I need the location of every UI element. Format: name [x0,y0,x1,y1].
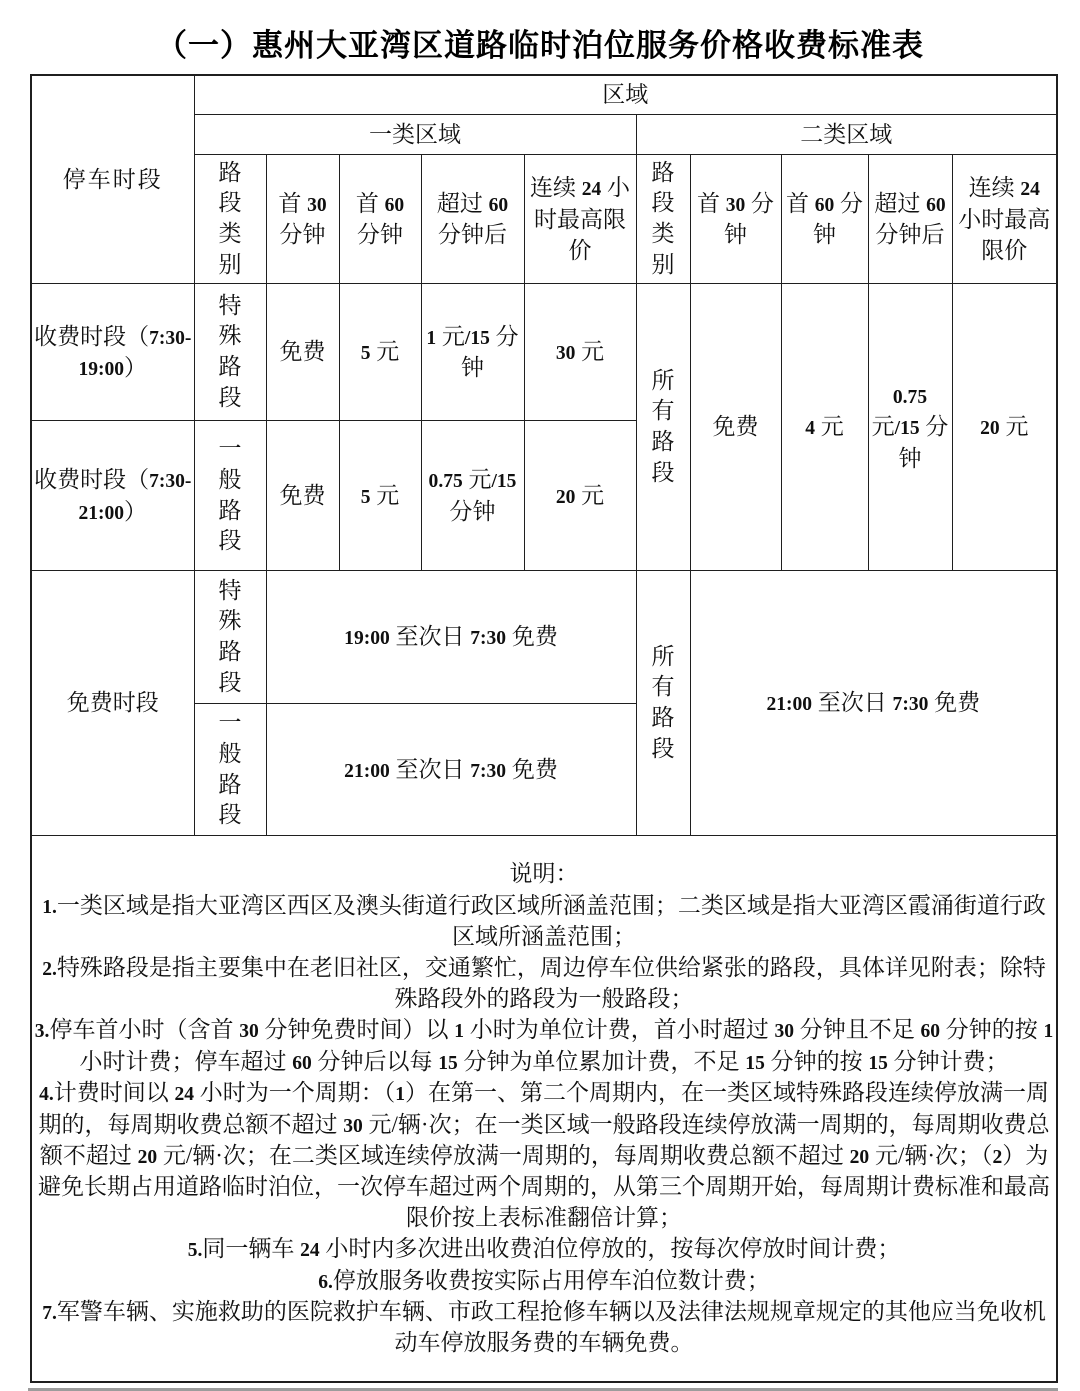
header-class1-first60: 首 60 分钟 [339,155,421,284]
cell-class2-first60: 4 元 [781,284,868,571]
header-class2-road-type-text: 路段类别 [651,159,675,277]
notes-label: 说明： [509,861,579,887]
cell-free-class2-road-type [636,571,690,836]
note-item-2: 2.特殊路段是指主要集中在老旧社区，交通繁忙，周边停车位供给紧张的路段，具体详见附表；除特殊路段外的路段为一般路段； [42,954,1046,1012]
note-item-3: 3.停车首小时（含首 30 分钟免费时间）以 1 小时为单位计费，首小时超过 30 分钟且不足 60 分钟的按 1 小时计费；停车超过 60 分钟后以每 15 分钟为单位累加计费，不足 15 分钟的按 15 分钟计费； [34,1017,1054,1074]
cell-charge1-road-type-text: 特殊路段 [218,292,242,410]
header-parking-period: 停车时段 [31,75,194,284]
note-item-4: 4.计费时间以 24 小时为一个周期：（1）在第一、第二个周期内，在一类区域特殊路段连续停放满一周期的，每周期收费总额不超过 30 元/辆·次；在一类区域一般路段连续停放满一周期的，每周期收费总额不超过 20 元/辆·次；在二类区域连续停放满一周期的，每周期收费总额不超过 20 元/辆·次；（2）为避免长期占用道路临时泊位，一次停车超过两个周期的，从第三个周期开始，每周期计费标准和最高限价按上表标准翻倍计算； [38,1080,1051,1231]
cell-class1-charge2-cap24: 20 元 [524,421,636,571]
cell-free-class1-special: 19:00 至次日 7:30 免费 [266,571,636,704]
header-class1-road-type [194,155,266,284]
header-class2: 二类区域 [636,115,1057,155]
cell-class1-charge2-over60: 0.75 元/15 分钟 [421,421,524,571]
header-class1-over60: 超过 60 分钟后 [421,155,524,284]
cell-free-class2: 21:00 至次日 7:30 免费 [690,571,1057,836]
cell-class1-charge1-first60: 5 元 [339,284,421,421]
cell-class2-first30: 免费 [690,284,781,571]
cell-class1-charge1-cap24: 30 元 [524,284,636,421]
header-class2-cap24: 连续 24 小时最高限价 [952,155,1057,284]
header-class2-first60: 首 60 分钟 [781,155,868,284]
header-class2-road-type [636,155,690,284]
cell-free-general-road-type-text: 一般路段 [218,710,242,828]
cell-class1-charge2-first60: 5 元 [339,421,421,571]
cell-free-class2-road-type-text: 所有路段 [651,643,675,761]
header-class1: 一类区域 [194,115,636,155]
notes-section [31,836,1057,1383]
cell-class1-charge1-first30: 免费 [266,284,339,421]
row-charge2-label: 收费时段（7:30-21:00） [31,421,194,571]
header-class1-first30: 首 30 分钟 [266,155,339,284]
header-class2-first30: 首 30 分钟 [690,155,781,284]
cell-free-special-road-type-text: 特殊路段 [218,577,242,695]
cell-free-special-road-type [194,571,266,704]
cell-charge1-road-type [194,284,266,421]
cell-class2-road-type [636,284,690,571]
note-item-7: 7.军警车辆、实施救助的医院救护车辆、市政工程抢修车辆以及法律法规规章规定的其他应当免收机动车停放服务费的车辆免费。 [42,1299,1046,1356]
cell-free-general-road-type [194,704,266,836]
note-item-1: 1.一类区域是指大亚湾区西区及澳头街道行政区域所涵盖范围；二类区域是指大亚湾区霞涌街道行政区域所涵盖范围； [42,892,1046,949]
note-item-6: 6.停放服务收费按实际占用停车泊位数计费； [318,1267,770,1293]
cell-free-class1-general: 21:00 至次日 7:30 免费 [266,704,636,836]
page-title: （一）惠州大亚湾区道路临时泊位服务价格收费标准表 [156,28,924,63]
cell-class2-cap24: 20 元 [952,284,1057,571]
cell-class2-road-type-text: 所有路段 [651,367,675,485]
header-class1-road-type-text: 路段类别 [218,159,242,277]
header-class2-over60: 超过 60 分钟后 [868,155,952,284]
header-region: 区域 [194,75,1057,115]
cell-class1-charge2-first30: 免费 [266,421,339,571]
fee-table [30,74,1058,1383]
note-item-5: 5.同一辆车 24 小时内多次进出收费泊位停放的，按每次停放时间计费； [187,1236,901,1262]
row-charge1-label: 收费时段（7:30-19:00） [31,284,194,421]
cell-class2-over60: 0.75 元/15 分钟 [868,284,952,571]
cell-class1-charge1-over60: 1 元/15 分钟 [421,284,524,421]
cell-charge2-road-type-text: 一般路段 [218,436,242,554]
cell-charge2-road-type [194,421,266,571]
row-free-label: 免费时段 [31,571,194,836]
header-class1-cap24: 连续 24 小时最高限价 [524,155,636,284]
